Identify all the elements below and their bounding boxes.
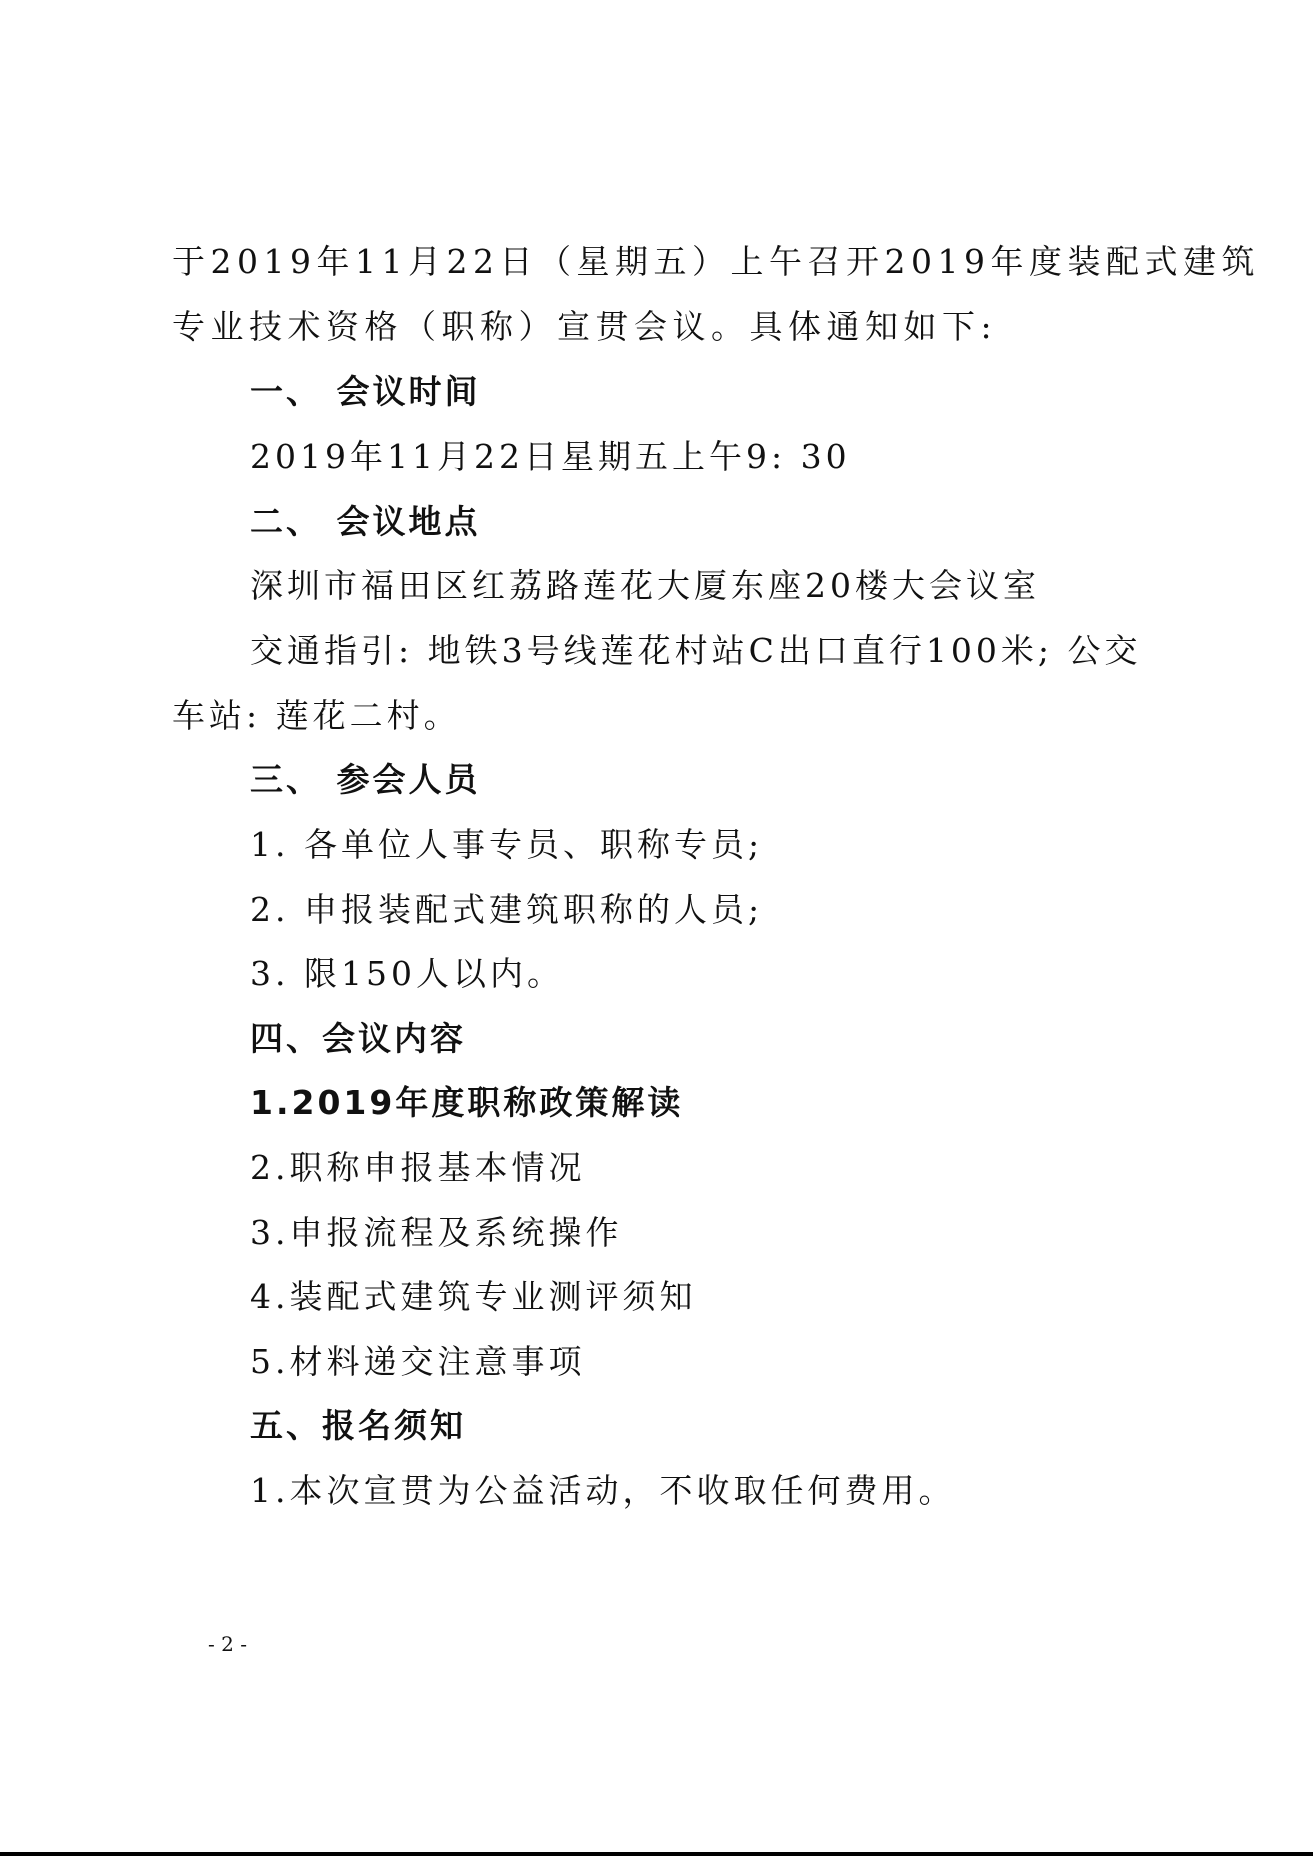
section-4-heading: 四、会议内容 <box>250 1019 466 1058</box>
content-item-2: 2.职称申报基本情况 <box>250 1148 586 1187</box>
meeting-address: 深圳市福田区红荔路莲花大厦东座20楼大会议室 <box>250 566 1040 605</box>
content-item-4: 4.装配式建筑专业测评须知 <box>250 1277 697 1316</box>
attendee-item-1: 1. 各单位人事专员、职称专员; <box>250 825 764 864</box>
attendee-item-2: 2. 申报装配式建筑职称的人员; <box>250 890 764 929</box>
transport-line-1: 交通指引: 地铁3号线莲花村站C出口直行100米; 公交 <box>250 631 1142 670</box>
section-3-heading: 三、 参会人员 <box>250 760 481 799</box>
content-item-3: 3.申报流程及系统操作 <box>250 1213 623 1252</box>
transport-line-2: 车站: 莲花二村。 <box>172 696 461 735</box>
meeting-time: 2019年11月22日星期五上午9: 30 <box>250 437 851 476</box>
page-number: - 2 - <box>208 1632 247 1656</box>
bottom-divider <box>0 1852 1313 1856</box>
section-5-heading: 五、报名须知 <box>250 1406 466 1445</box>
content-item-1: 1.2019年度职称政策解读 <box>250 1083 684 1122</box>
section-2-heading: 二、 会议地点 <box>250 502 481 541</box>
intro-line-1: 于2019年11月22日（星期五）上午召开2019年度装配式建筑 <box>172 242 1260 281</box>
intro-line-2: 专业技术资格（职称）宣贯会议。具体通知如下: <box>172 307 998 346</box>
registration-item-1: 1.本次宣贯为公益活动，不收取任何费用。 <box>250 1471 956 1510</box>
section-1-heading: 一、 会议时间 <box>250 372 481 411</box>
content-item-5: 5.材料递交注意事项 <box>250 1342 586 1381</box>
attendee-item-3: 3. 限150人以内。 <box>250 954 564 993</box>
